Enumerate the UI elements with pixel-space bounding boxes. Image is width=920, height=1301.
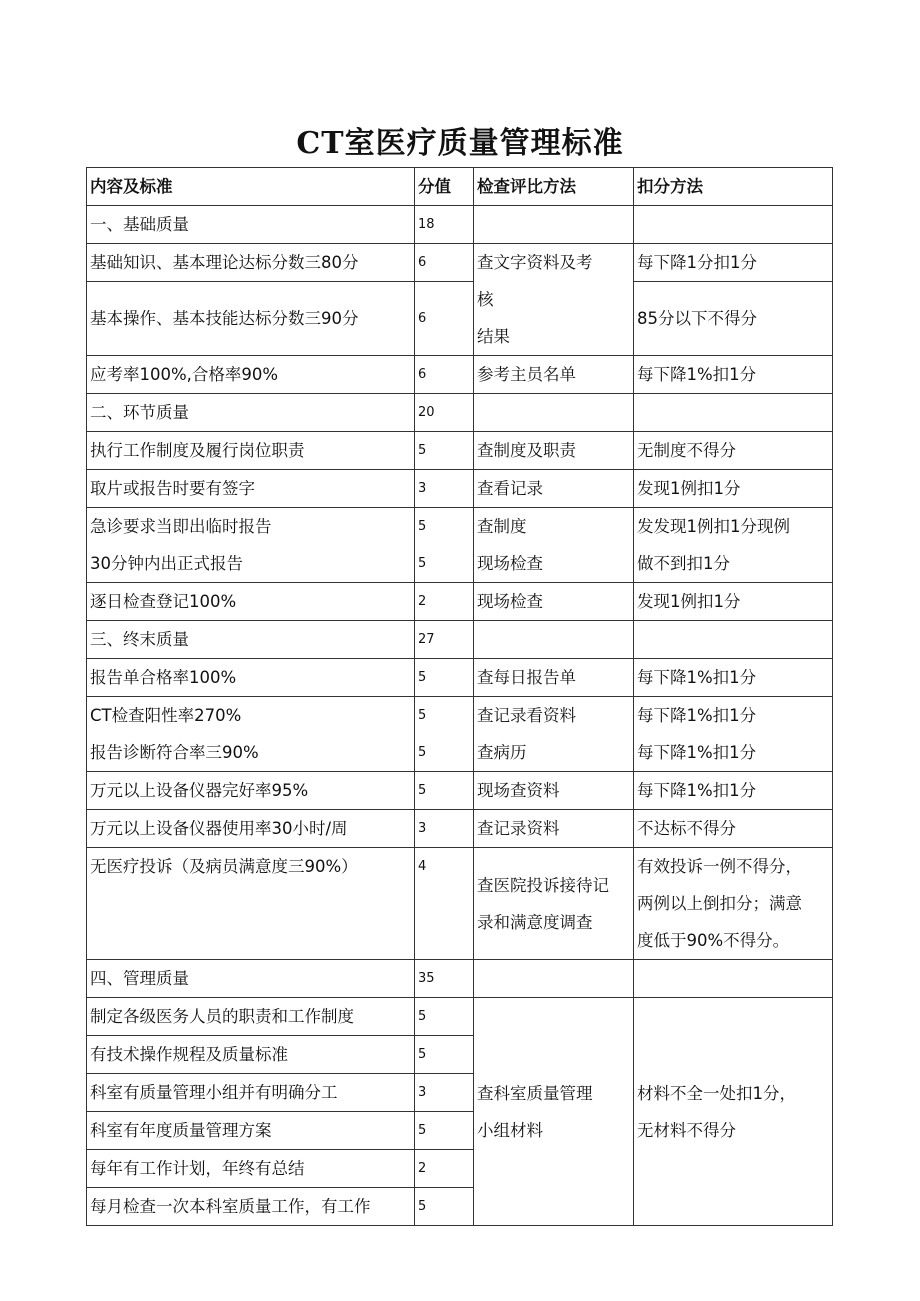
- row-score: 5: [415, 1036, 474, 1074]
- row-score: 2: [415, 583, 474, 621]
- row-score: 3: [415, 810, 474, 848]
- row-content: 应考率100%,合格率90%: [87, 356, 415, 394]
- section-row: [87, 206, 833, 244]
- row-score: 2: [415, 1150, 474, 1188]
- section-row: [87, 621, 833, 659]
- row-deduct: 每下降1分扣1分: [634, 244, 833, 282]
- header-deduct: 扣分方法: [634, 168, 833, 206]
- row-content: 每月检查一次本科室质量工作，有工作: [87, 1188, 415, 1226]
- row-method: 查制度及职责: [474, 432, 634, 470]
- row-score: 5: [415, 1188, 474, 1226]
- row-score: 3: [415, 1074, 474, 1112]
- page-title: CT室医疗质量管理标准: [296, 126, 624, 161]
- row-content: 执行工作制度及履行岗位职责: [87, 432, 415, 470]
- row-deduct: 无制度不得分: [634, 432, 833, 470]
- row-content: 报告单合格率100%: [87, 659, 415, 697]
- table-row: [87, 244, 833, 282]
- table-row: [87, 282, 833, 356]
- row-content: 急诊要求当即出临时报告 30分钟内出正式报告: [87, 508, 415, 583]
- row-method: 查文字资料及考 核 结果: [474, 244, 634, 356]
- row-score: 5: [415, 998, 474, 1036]
- row-deduct: 材料不全一处扣1分， 无材料不得分: [634, 998, 833, 1226]
- row-method: 参考主员名单: [474, 356, 634, 394]
- header-content: 内容及标准: [87, 168, 415, 206]
- section-row: [87, 394, 833, 432]
- row-score: 6: [415, 356, 474, 394]
- row-method: 现场检查: [474, 583, 634, 621]
- row-content: 科室有质量管理小组并有明确分工: [87, 1074, 415, 1112]
- row-content: 万元以上设备仪器完好率95%: [87, 772, 415, 810]
- row-score: 5 5: [415, 697, 474, 772]
- row-method: 查医院投诉接待记 录和满意度调查: [474, 848, 634, 960]
- table-row: [87, 432, 833, 470]
- table-row: [87, 659, 833, 697]
- header-row: [87, 168, 833, 206]
- row-score: 6: [415, 282, 474, 356]
- row-method: 查记录看资料 查病历: [474, 697, 634, 772]
- table-row: [87, 772, 833, 810]
- row-deduct: 发现1例扣1分: [634, 583, 833, 621]
- table-row: [87, 810, 833, 848]
- header-score: 分值: [415, 168, 474, 206]
- quality-standards-table: [86, 167, 833, 1226]
- table-row: [87, 470, 833, 508]
- row-content: 有技术操作规程及质量标准: [87, 1036, 415, 1074]
- table-row: [87, 697, 833, 772]
- row-content: 取片或报告时要有签字: [87, 470, 415, 508]
- table-row: [87, 508, 833, 583]
- row-deduct: 发发现1例扣1分现例 做不到扣1分: [634, 508, 833, 583]
- row-deduct: 每下降1%扣1分 每下降1%扣1分: [634, 697, 833, 772]
- row-score: 5: [415, 1112, 474, 1150]
- row-method: 查每日报告单: [474, 659, 634, 697]
- row-deduct: 不达标不得分: [634, 810, 833, 848]
- row-deduct: 每下降1%扣1分: [634, 356, 833, 394]
- row-score: 5: [415, 659, 474, 697]
- row-content: 无医疗投诉（及病员满意度三90%）: [87, 848, 415, 960]
- row-deduct: 每下降1%扣1分: [634, 659, 833, 697]
- row-method: 查科室质量管理 小组材料: [474, 998, 634, 1226]
- header-method: 检查评比方法: [474, 168, 634, 206]
- row-content: 基本操作、基本技能达标分数三90分: [87, 282, 415, 356]
- row-score: 5: [415, 432, 474, 470]
- row-content: 科室有年度质量管理方案: [87, 1112, 415, 1150]
- row-content: 逐日检查登记100%: [87, 583, 415, 621]
- table-row: [87, 998, 833, 1036]
- row-content: CT检查阳性率270% 报告诊断符合率三90%: [87, 697, 415, 772]
- table-row: [87, 583, 833, 621]
- row-score: 5 5: [415, 508, 474, 583]
- row-method: 现场查资料: [474, 772, 634, 810]
- row-content: 制定各级医务人员的职责和工作制度: [87, 998, 415, 1036]
- row-method: 查记录资料: [474, 810, 634, 848]
- row-deduct: 发现1例扣1分: [634, 470, 833, 508]
- row-score: 4: [415, 848, 474, 960]
- row-deduct: 有效投诉一例不得分， 两例以上倒扣分；满意 度低于90%不得分。: [634, 848, 833, 960]
- section-score: 35: [415, 960, 474, 998]
- row-method: 查看记录: [474, 470, 634, 508]
- table-row: [87, 848, 833, 960]
- row-content: 基础知识、基本理论达标分数三80分: [87, 244, 415, 282]
- row-content: 万元以上设备仪器使用率30小时/周: [87, 810, 415, 848]
- row-deduct: 85分以下不得分: [634, 282, 833, 356]
- section-name: 四、管理质量: [87, 960, 415, 998]
- section-name: 一、基础质量: [87, 206, 415, 244]
- section-name: 二、环节质量: [87, 394, 415, 432]
- row-score: 5: [415, 772, 474, 810]
- section-row: [87, 960, 833, 998]
- section-score: 20: [415, 394, 474, 432]
- row-content: 每年有工作计划，年终有总结: [87, 1150, 415, 1188]
- section-score: 27: [415, 621, 474, 659]
- row-score: 3: [415, 470, 474, 508]
- row-method: 查制度 现场检查: [474, 508, 634, 583]
- table-row: [87, 356, 833, 394]
- section-score: 18: [415, 206, 474, 244]
- row-deduct: 每下降1%扣1分: [634, 772, 833, 810]
- row-score: 6: [415, 244, 474, 282]
- section-name: 三、终末质量: [87, 621, 415, 659]
